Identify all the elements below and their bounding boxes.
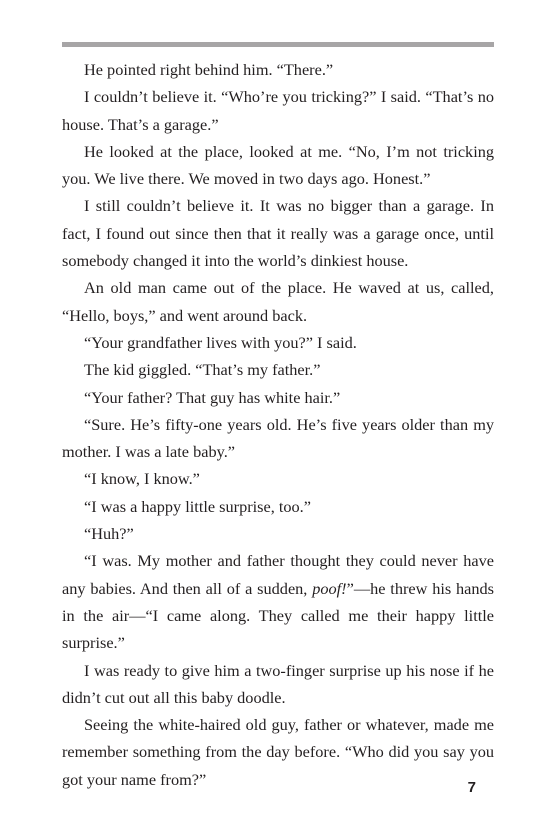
paragraph: “Huh?”	[84, 524, 134, 544]
paragraph	[62, 547, 494, 656]
paragraph: “I was a happy little surprise, too.”	[84, 496, 311, 516]
paragraph: “I know, I know.”	[84, 469, 200, 489]
paragraph-text-after: ”—he threw his hands in the air—“I came along. They called me their happy little surprise.”	[62, 578, 495, 653]
page-body-text	[62, 56, 494, 793]
paragraph-italic-text: poof!	[312, 578, 347, 598]
paragraph: “Sure. He’s fifty-one years old. He’s five years older than my mother. I was a late baby.”	[62, 414, 494, 462]
paragraph: I still couldn’t believe it. It was no bigger than a garage. In fact, I found out since then that it really was a garage once, until somebody changed it into the world’s dinkiest house.	[62, 196, 494, 271]
page-number: 7	[467, 779, 476, 796]
paragraph: I couldn’t believe it. “Who’re you tricking?” I said. “That’s no house. That’s a garage.”	[62, 87, 494, 134]
paragraph: “Your father? That guy has white hair.”	[84, 387, 341, 407]
paragraph: Seeing the white-haired old guy, father or whatever, made me remember something from the day before. “Who did you say you got your name from?”	[62, 715, 494, 789]
paragraph-text-before: “I was. My mother and father thought they could never have any babies. And then all of a sudden,	[62, 551, 494, 598]
paragraph: He pointed right behind him. “There.”	[84, 60, 334, 79]
paragraph: The kid giggled. “That’s my father.”	[84, 360, 321, 380]
header-rule	[62, 42, 494, 47]
paragraph: I was ready to give him a two-finger surprise up his nose if he didn’t cut out all this baby doodle.	[62, 660, 494, 707]
paragraph: An old man came out of the place. He waved at us, called, “Hello, boys,” and went around back.	[62, 278, 494, 325]
paragraph: “Your grandfather lives with you?” I said.	[84, 332, 357, 352]
paragraph: He looked at the place, looked at me. “No, I’m not tricking you. We live there. We moved in two days ago. Honest.”	[62, 141, 494, 189]
